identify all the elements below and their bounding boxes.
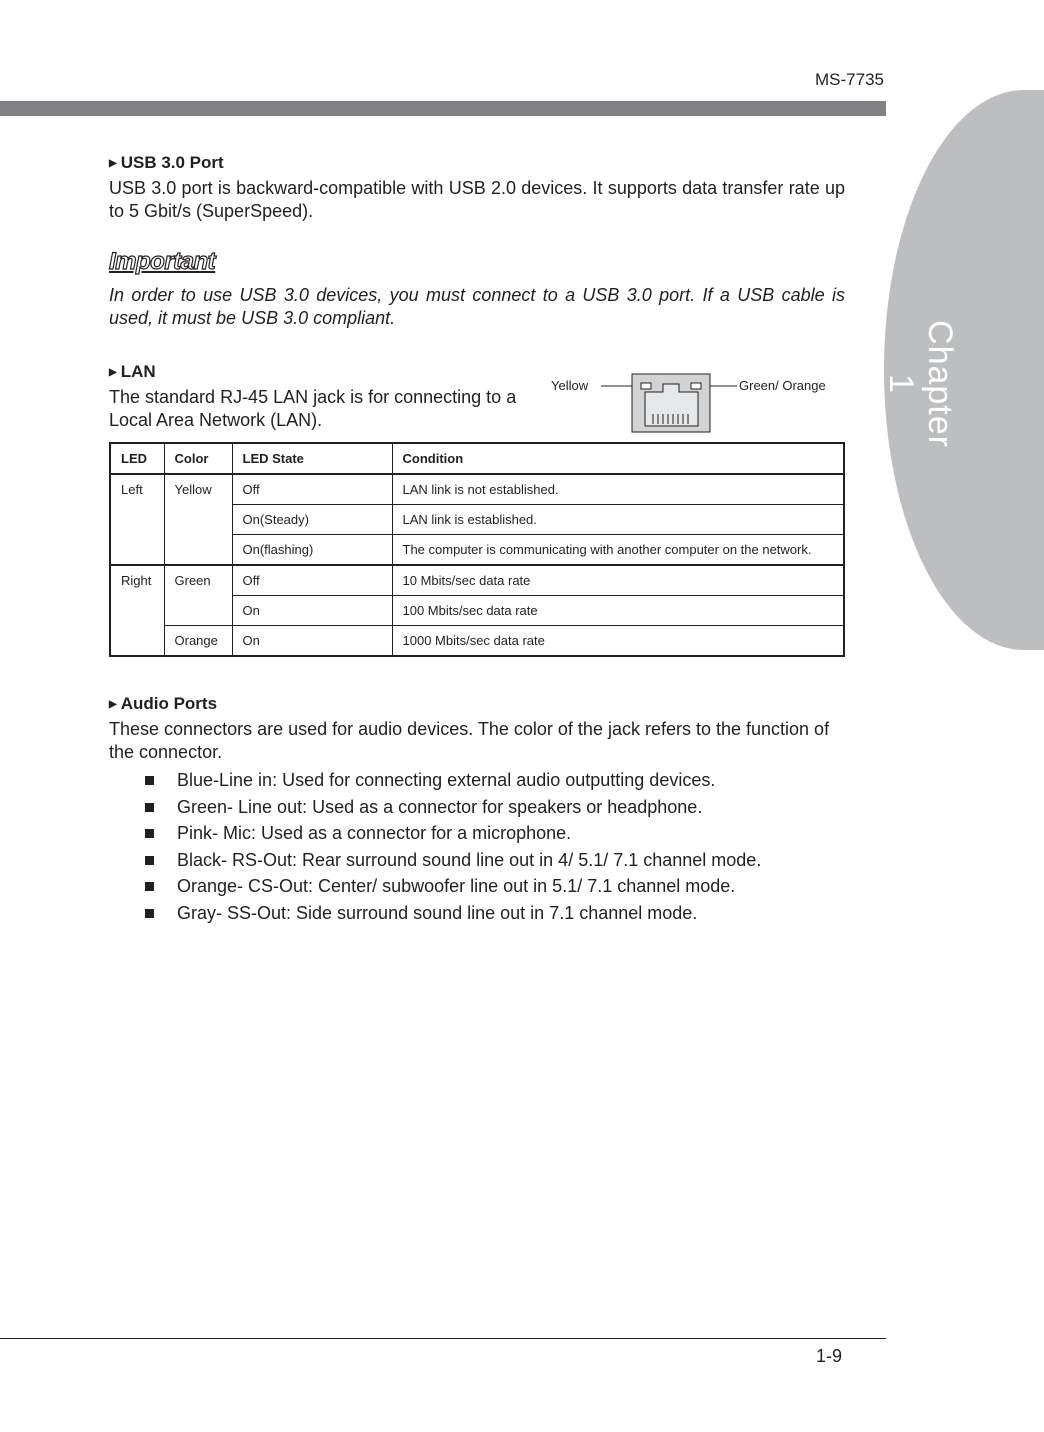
table-cell-led: Right (110, 565, 164, 656)
lan-description: The standard RJ-45 LAN jack is for connecting to a Local Area Network (LAN). (109, 387, 517, 430)
lan-heading-text: LAN (120, 362, 156, 381)
table-cell-state: Off (232, 474, 392, 505)
table-cell-condition: LAN link is established. (392, 505, 844, 535)
list-item: Gray- SS-Out: Side surround sound line out in 7.1 channel mode. (109, 902, 761, 929)
table-header-row (110, 443, 844, 474)
table-header-cell: LED (110, 443, 164, 474)
table-cell-condition: 100 Mbits/sec data rate (392, 596, 844, 626)
table-cell-color: Orange (164, 626, 232, 657)
important-title: Important (109, 248, 216, 275)
usb-heading-text: USB 3.0 Port (120, 153, 224, 172)
lan-jack-diagram (549, 372, 849, 436)
important-text: In order to use USB 3.0 devices, you must connect to a USB 3.0 port. If a USB cable is used, it must be USB 3.0 compliant. (109, 285, 845, 328)
chapter-label: Chapter 1 (882, 320, 959, 448)
table-cell-state: On (232, 626, 392, 657)
lan-led-table (109, 442, 845, 657)
model-number: MS-7735 (815, 70, 884, 89)
list-item: Black- RS-Out: Rear surround sound line out in 4/ 5.1/ 7.1 channel mode. (109, 849, 761, 876)
rj45-jack-icon (549, 372, 849, 436)
table-cell-state: On(Steady) (232, 505, 392, 535)
table-cell-condition: LAN link is not established. (392, 474, 844, 505)
table-header-cell: LED State (232, 443, 392, 474)
lan-section (109, 362, 554, 432)
triangle-bullet-icon: ▶ (109, 366, 117, 378)
table-cell-color: Yellow (164, 474, 232, 565)
table-cell-condition: The computer is communicating with another computer on the network. (392, 535, 844, 566)
header-bar (0, 101, 886, 116)
usb-section (109, 153, 845, 223)
table-cell-led: Left (110, 474, 164, 565)
audio-heading-text: Audio Ports (120, 694, 218, 713)
page-number: 1-9 (816, 1346, 843, 1366)
table-cell-state: On(flashing) (232, 535, 392, 566)
usb-heading (109, 153, 845, 173)
square-bullet-icon (145, 882, 154, 891)
table-header-cell: Condition (392, 443, 844, 474)
list-item: Green- Line out: Used as a connector for speakers or headphone. (109, 796, 761, 823)
audio-port-list (109, 769, 761, 928)
table-cell-color: Green (164, 565, 232, 626)
list-item: Orange- CS-Out: Center/ subwoofer line out in 5.1/ 7.1 channel mode. (109, 875, 761, 902)
table-cell-state: On (232, 596, 392, 626)
table-cell-condition: 1000 Mbits/sec data rate (392, 626, 844, 657)
table-cell-state: Off (232, 565, 392, 596)
table-cell-condition: 10 Mbits/sec data rate (392, 565, 844, 596)
list-item: Blue-Line in: Used for connecting external audio outputting devices. (109, 769, 761, 796)
square-bullet-icon (145, 776, 154, 785)
square-bullet-icon (145, 803, 154, 812)
square-bullet-icon (145, 909, 154, 918)
lan-label-green-orange: Green/ Orange (739, 378, 826, 393)
triangle-bullet-icon: ▶ (109, 157, 117, 169)
list-item: Pink- Mic: Used as a connector for a microphone. (109, 822, 761, 849)
triangle-bullet-icon: ▶ (109, 698, 117, 710)
square-bullet-icon (145, 856, 154, 865)
table-row (110, 626, 844, 657)
footer-rule (0, 1338, 886, 1339)
lan-label-yellow: Yellow (551, 378, 589, 393)
audio-section (109, 694, 845, 764)
table-row (110, 565, 844, 596)
audio-description: These connectors are used for audio devices. The color of the jack refers to the function of the connector. (109, 719, 830, 762)
usb-description: USB 3.0 port is backward-compatible with USB 2.0 devices. It supports data transfer rate up to 5 Gbit/s (SuperSpeed). (109, 178, 845, 221)
audio-heading (109, 694, 845, 714)
lan-heading (109, 362, 554, 382)
square-bullet-icon (145, 829, 154, 838)
table-header-cell: Color (164, 443, 232, 474)
table-row (110, 474, 844, 505)
